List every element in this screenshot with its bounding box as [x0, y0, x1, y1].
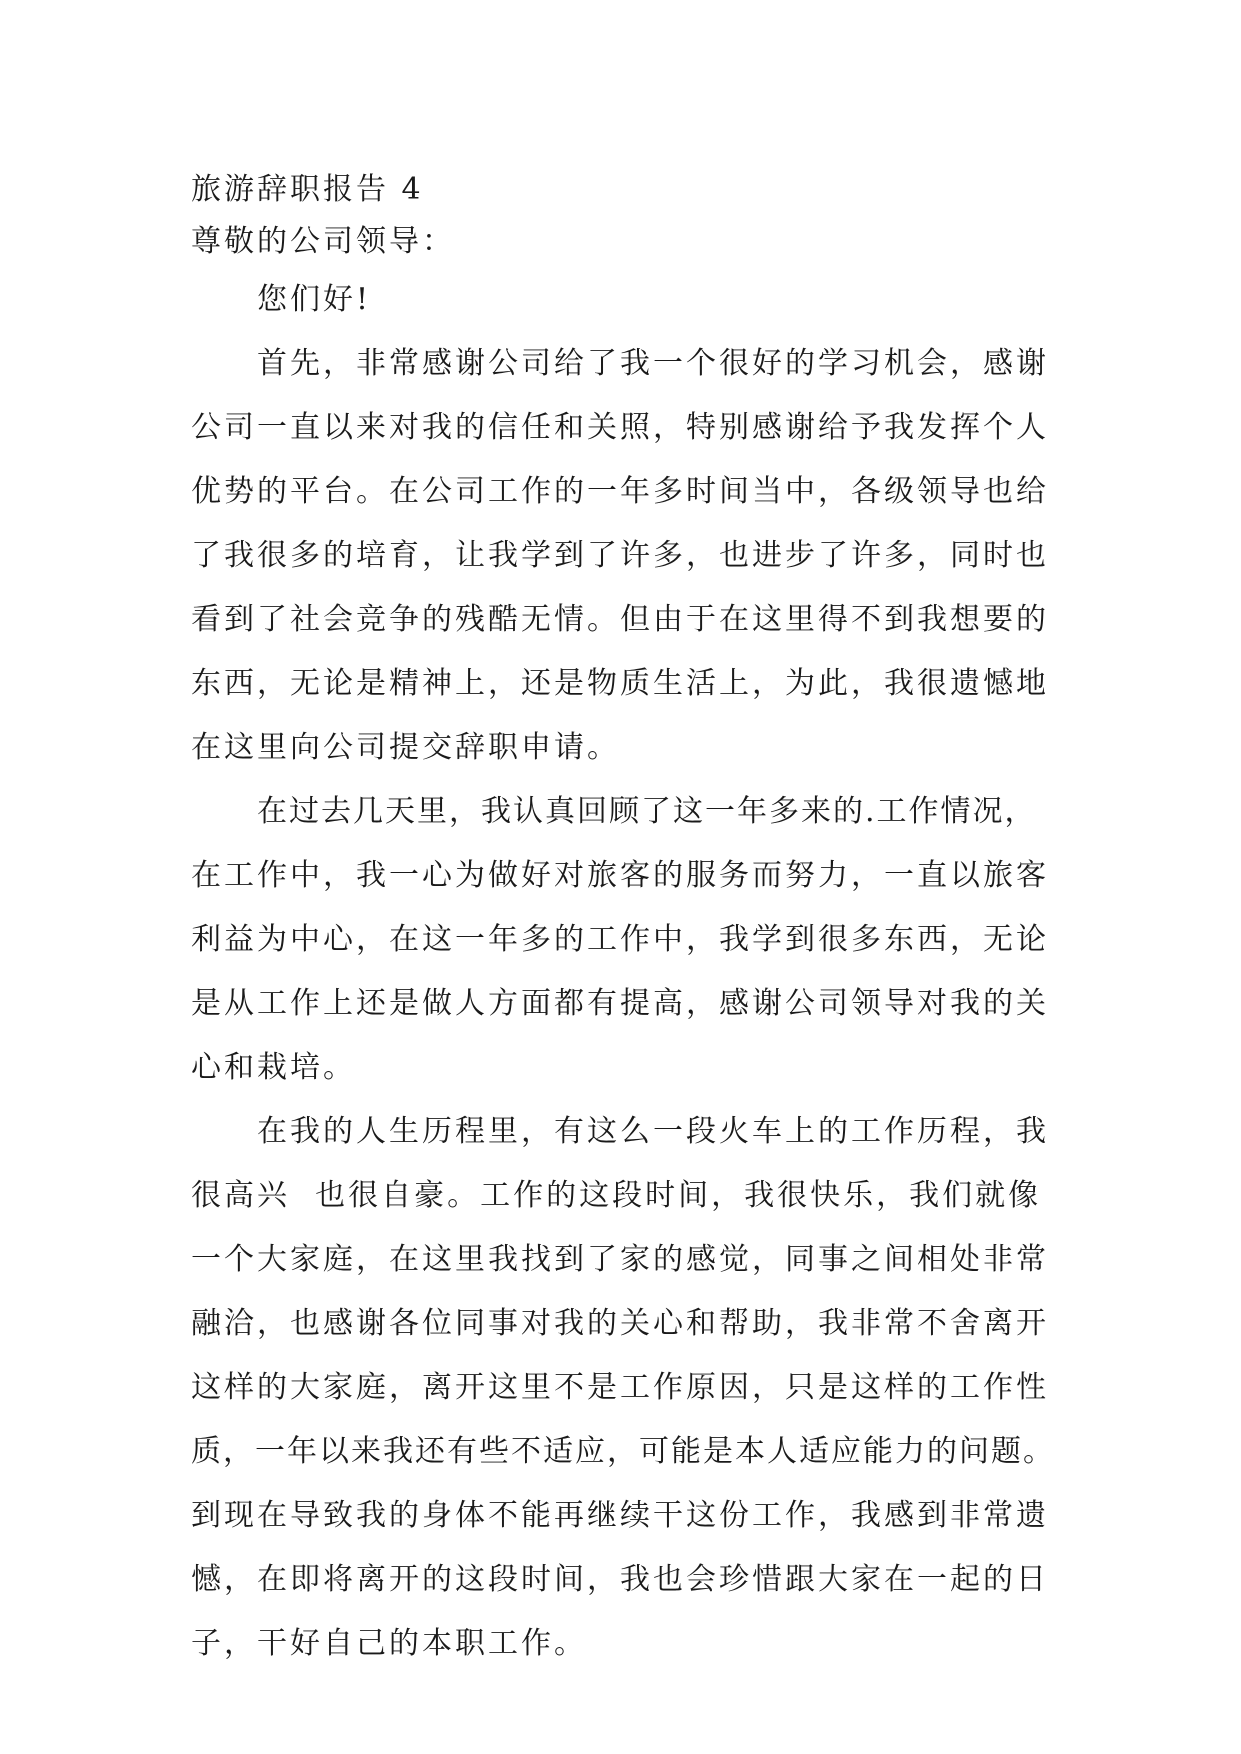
paragraph-line: 融洽，也感谢各位同事对我的关心和帮助，我非常不舍离开	[191, 1306, 1049, 1341]
paragraph-line: 公司一直以来对我的信任和关照，特别感谢给予我发挥个人	[191, 410, 1049, 445]
paragraph-1	[191, 332, 1057, 780]
paragraph-3	[191, 1100, 1057, 1676]
paragraph-line: 优势的平台。在公司工作的一年多时间当中，各级领导也给	[191, 474, 1049, 509]
paragraph-line: 在过去几天里，我认真回顾了这一年多来的.工作情况，	[257, 794, 1037, 829]
paragraph-line: 利益为中心，在这一年多的工作中，我学到很多东西，无论	[191, 922, 1049, 957]
paragraph-line: 东西，无论是精神上，还是物质生活上，为此，我很遗憾地	[191, 666, 1049, 701]
paragraph-line: 看到了社会竞争的残酷无情。但由于在这里得不到我想要的	[191, 602, 1049, 637]
paragraph-line: 质，一年以来我还有些不适应，可能是本人适应能力的问题。	[191, 1434, 1055, 1469]
paragraph-line: 到现在导致我的身体不能再继续干这份工作，我感到非常遗	[191, 1498, 1049, 1533]
document-title: 旅游辞职报告 4	[191, 172, 424, 207]
document-body	[191, 164, 1057, 1676]
paragraph-line: 了我很多的培育，让我学到了许多，也进步了许多，同时也	[191, 538, 1049, 573]
salutation: 尊敬的公司领导：	[191, 224, 455, 259]
paragraph-line: 子，干好自己的本职工作。	[191, 1626, 587, 1661]
paragraph-line: 首先，非常感谢公司给了我一个很好的学习机会，感谢	[257, 346, 1049, 381]
paragraph-line: 在这里向公司提交辞职申请。	[191, 730, 620, 765]
paragraph-line: 很高兴 也很自豪。工作的这段时间，我很快乐，我们就像	[191, 1178, 1042, 1213]
paragraph-2	[191, 780, 1057, 1100]
paragraph-line: 心和栽培。	[191, 1050, 356, 1085]
paragraph-line: 是从工作上还是做人方面都有提高，感谢公司领导对我的关	[191, 986, 1049, 1021]
paragraph-line: 这样的大家庭，离开这里不是工作原因，只是这样的工作性	[191, 1370, 1049, 1405]
paragraph-line: 一个大家庭，在这里我找到了家的感觉，同事之间相处非常	[191, 1242, 1049, 1277]
paragraph-line: 憾，在即将离开的这段时间，我也会珍惜跟大家在一起的日	[191, 1562, 1049, 1597]
paragraph-line: 在工作中，我一心为做好对旅客的服务而努力，一直以旅客	[191, 858, 1049, 893]
greeting: 您们好!	[257, 282, 372, 317]
paragraph-line: 在我的人生历程里，有这么一段火车上的工作历程，我	[257, 1114, 1049, 1149]
